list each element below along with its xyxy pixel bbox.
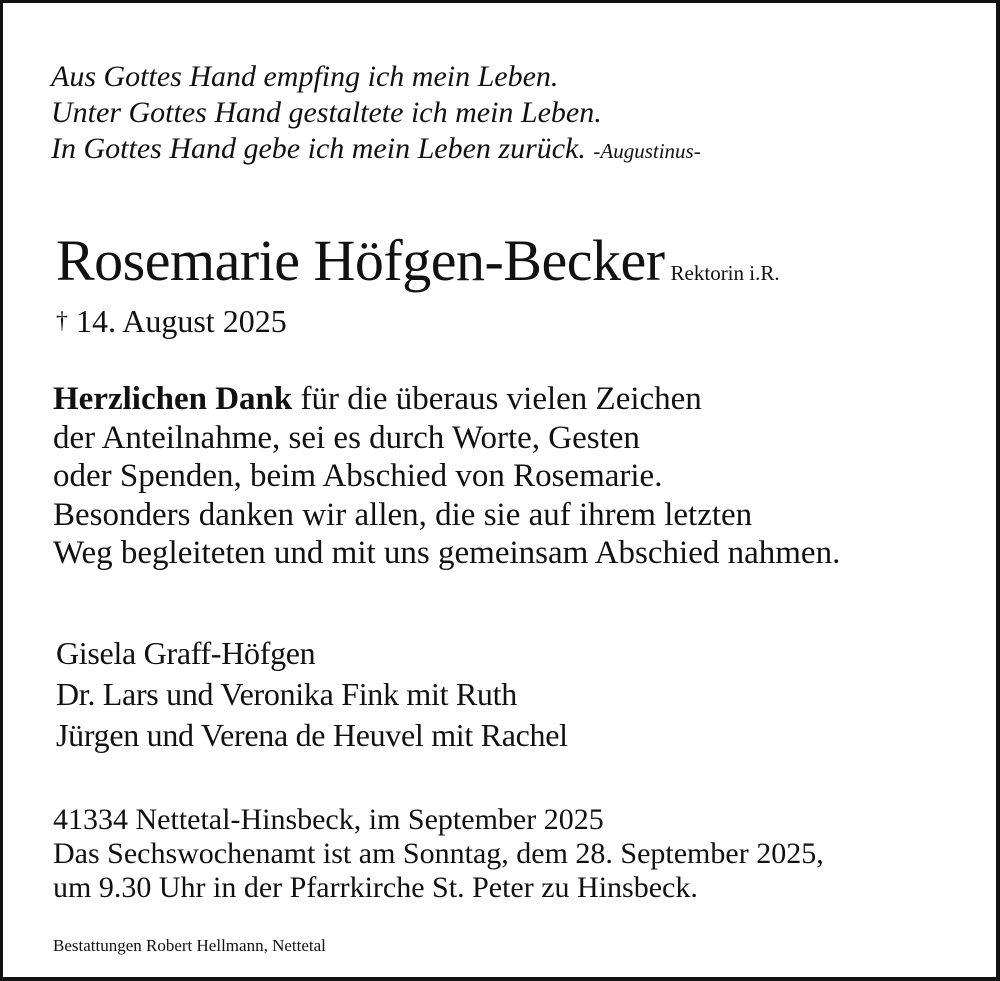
thanks-line-1 <box>53 380 840 419</box>
deceased-name-row <box>56 229 780 305</box>
quote-line-2: Unter Gottes Hand gestaltete ich mein Leben. <box>51 96 602 129</box>
thanks-line-3: oder Spenden, beim Abschied von Rosemarie. <box>53 458 663 494</box>
thanks-paragraph <box>53 380 840 573</box>
service-line-1: Das Sechswochenamt ist am Sonntag, dem 28. September 2025, <box>53 837 824 870</box>
thanks-line-4: Besonders danken wir allen, die sie auf ihrem letzten <box>53 496 753 533</box>
deceased-name: Rosemarie Höfgen-Becker <box>56 228 665 293</box>
thanks-lead: Herzlichen Dank <box>53 381 293 417</box>
quote-line-1: Aus Gottes Hand empfing ich mein Leben. <box>51 60 559 93</box>
family-member: Gisela Graff-Höfgen <box>56 635 316 671</box>
family-member: Jürgen und Verena de Heuvel mit Rachel <box>56 717 568 753</box>
undertaker-credit: Bestattungen Robert Hellmann, Nettetal <box>53 936 326 955</box>
family-member: Dr. Lars und Veronika Fink mit Ruth <box>56 676 517 712</box>
death-date-row <box>56 303 287 339</box>
thanks-line-1-rest: für die überaus vielen Zeichen <box>292 381 702 417</box>
service-line-2: um 9.30 Uhr in der Pfarrkirche St. Peter zu Hinsbeck. <box>53 871 698 904</box>
thanks-line-5: Weg begleiteten und mit uns gemeinsam Abschied nahmen. <box>53 535 841 571</box>
death-date: 14. August 2025 <box>76 303 287 339</box>
quote-author: -Augustinus- <box>593 139 701 163</box>
cross-icon: † <box>56 308 68 334</box>
deceased-title: Rektorin i.R. <box>670 261 780 285</box>
footer-info <box>53 803 824 905</box>
family-list <box>56 633 568 756</box>
thanks-line-2: der Anteilnahme, sei es durch Worte, Gesten <box>53 419 640 456</box>
quote-line-3-text: In Gottes Hand gebe ich mein Leben zurück. <box>51 132 586 165</box>
place-date: 41334 Nettetal-Hinsbeck, im September 2025 <box>53 803 604 836</box>
quote-line-3 <box>51 131 701 169</box>
